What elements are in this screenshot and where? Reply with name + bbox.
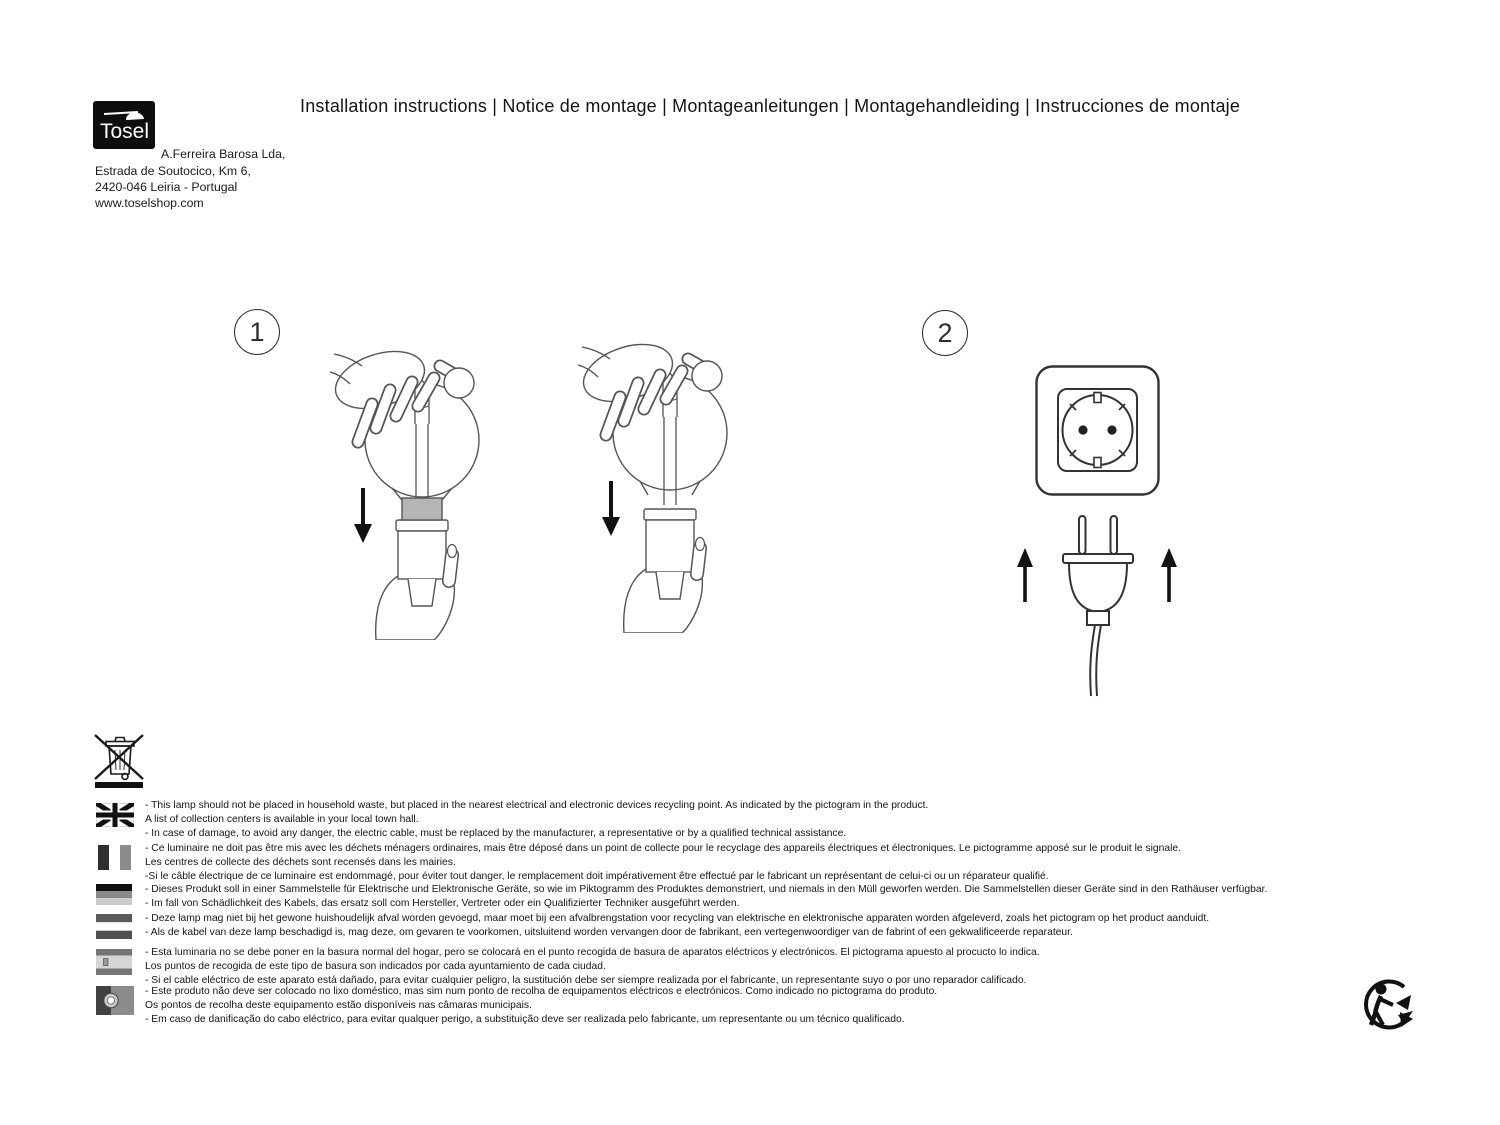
notice-line: - This lamp should not be placed in household waste, but placed in the nearest electrical and electronic devices recycling point. As indicated by the pictogram in the product. (145, 800, 929, 811)
step-2-badge (922, 310, 968, 356)
notice-line: Os pontos de recolha deste equipamento estão disponíveis nas câmaras municipais. (145, 999, 532, 1011)
france-flag-icon (98, 845, 131, 870)
notice-line: Los puntos de recogida de este tipo de basura son indicados por cada ayuntamiento de cada ciudad. (145, 960, 606, 972)
notice-line: A list of collection centers is available in your local town hall. (145, 813, 419, 825)
tosel-logo-text: Tosel (100, 120, 150, 143)
netherlands-flag-icon (96, 914, 132, 939)
notice-line: - Deze lamp mag niet bij het gewone huishoudelijk afval worden gevoegd, maar moet bij een afvalbrengstation voor recycling van elektrische en elektronische apparaten worden afgeleverd, zoals het pictogram op het product aanduidt. (145, 913, 1210, 924)
notice-line: - In case of damage, to avoid any danger, the electric cable, must be replaced by the manufacturer, a representative or by a qualified technical assistance. (145, 827, 847, 839)
notice-dutch (96, 912, 1496, 940)
germany-flag-icon (96, 884, 132, 905)
notice-line: - Em caso de danificação do cabo eléctrico, para evitar qualquer perigo, a substituição deve ser realizada pelo fabricante, um representante ou um técnico qualificado. (145, 1013, 905, 1025)
bulb-install-illustration-1 (330, 340, 500, 640)
notice-line: - Ce luminaire ne doit pas être mis avec les déchets ménagers ordinaires, mais être déposé dans un point de collecte pour le recyclage des appareils électriques et électroniques. Le pictogramme apposé sur le produit le signale. (145, 843, 1181, 854)
step-2-number: 2 (937, 317, 953, 348)
notice-line: - Dieses Produkt soll in einer Sammelstelle für Elektrische und Elektronische Geräte, so wie im Piktogramm des Produktes demonstriert, und niemals in den Müll geworfen werden. Die Sammelstellen dieser Geräte sind in den Rathäuser verfügbar. (145, 884, 1268, 895)
portugal-flag-icon (96, 986, 134, 1015)
down-arrow-icon (354, 488, 372, 543)
notice-french (96, 842, 1496, 884)
notice-line: -Si le câble électrique de ce luminaire est endommagé, pour éviter tout danger, le remplacement doit impérativement être effectué par le fabricant un représentant de celui-ci ou un réparateur qualifié. (145, 870, 1049, 882)
up-arrow-icon (1161, 548, 1177, 602)
company-address-line2: 2420-046 Leiria - Portugal (95, 180, 238, 194)
tosel-logo (93, 101, 155, 149)
crossed-out-bin-icon (92, 730, 148, 788)
step-1-number: 1 (249, 316, 265, 347)
notice-line: - Als de kabel van deze lamp beschadigd is, mag deze, om gevaren te voorkomen, uitsluitend worden vervangen door de fabrikant, een vertegenwoordiger van de fabrint of een gekwalificeerde reparateur. (145, 926, 1073, 938)
triman-logo (1360, 975, 1418, 1037)
down-arrow-icon (602, 481, 620, 536)
notice-portuguese (96, 985, 1496, 1027)
notice-line: - Este produto não deve ser colocado no lixo doméstico, mas sim num ponto de recolha de equipamentos eléctricos e electrónicos. Como indicado no pictograma do produto. (145, 986, 938, 997)
company-name: A.Ferreira Barosa Lda, (161, 147, 286, 161)
step-1-badge (234, 309, 280, 355)
uk-flag-icon (96, 803, 134, 827)
page-title: Installation instructions | Notice de montage | Montageanleitungen | Montagehandleiding | Instrucciones de montaje (300, 96, 1241, 116)
schuko-socket-icon (1035, 365, 1160, 497)
notice-english (96, 799, 1496, 841)
notice-line: - Si el cable eléctrico de este aparato está dañado, para evitar cualquier peligro, la sustitución debe ser siempre realizada por el fabricante, un representante suyo o por uno reparador calificado. (145, 974, 1027, 986)
notice-line: Les centres de collecte des déchets sont recensés dans les mairies. (145, 856, 456, 868)
plug-illustration (1008, 498, 1188, 698)
notice-line: - Esta luminaria no se debe poner en la basura normal del hogar, pero se colocará en el punto recogida de basura de aparatos eléctricos y electrónicos. El pictograma apuesto al procucto lo indica. (145, 947, 1040, 958)
triman-recycling-icon (1360, 975, 1418, 1037)
hand-screwing-bulb-icon (330, 340, 500, 640)
euro-plug-icon (1008, 498, 1188, 698)
weee-symbol (92, 730, 148, 788)
notice-spanish (96, 946, 1496, 988)
hand-screwing-bulb-icon (578, 333, 748, 633)
wall-socket-illustration (1035, 365, 1160, 497)
notice-line: - Im fall von Schädlichkeit des Kabels, das ersatz soll com Hersteller, Vertreter oder ein Qualifizierter Techniker ausgeführt werden. (145, 897, 740, 909)
spain-flag-icon (96, 949, 132, 975)
up-arrow-icon (1017, 548, 1033, 602)
company-website: www.toselshop.com (95, 196, 204, 210)
notice-german (96, 883, 1496, 911)
tosel-logo-icon (93, 101, 155, 149)
company-address-line1: Estrada de Soutocico, Km 6, (95, 164, 251, 178)
company-address (95, 163, 251, 211)
bulb-install-illustration-2 (578, 333, 748, 633)
